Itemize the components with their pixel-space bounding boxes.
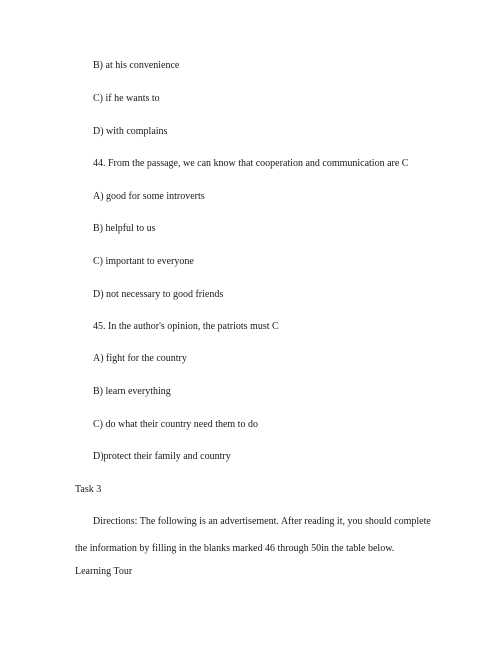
answer-option: B) helpful to us xyxy=(93,223,156,234)
question-45: 45. In the author's opinion, the patriots must C xyxy=(93,321,279,332)
answer-option: D) with complains xyxy=(93,126,168,137)
answer-option: A) fight for the country xyxy=(93,353,187,364)
answer-option: D)protect their family and country xyxy=(93,451,231,462)
directions-text: Directions: The following is an advertisement. After reading it, you should complete xyxy=(93,516,431,527)
answer-option: B) learn everything xyxy=(93,386,171,397)
answer-option: A) good for some introverts xyxy=(93,191,205,202)
section-title: Learning Tour xyxy=(75,566,133,577)
answer-option: C) if he wants to xyxy=(93,93,160,104)
answer-option: C) important to everyone xyxy=(93,256,194,267)
answer-option: C) do what their country need them to do xyxy=(93,419,258,430)
answer-option: B) at his convenience xyxy=(93,60,180,71)
task-heading: Task 3 xyxy=(75,484,102,495)
question-44: 44. From the passage, we can know that cooperation and communication are C xyxy=(93,158,409,169)
directions-text-continued: the information by filling in the blanks marked 46 through 50in the table below. xyxy=(75,543,395,554)
answer-option: D) not necessary to good friends xyxy=(93,289,224,300)
